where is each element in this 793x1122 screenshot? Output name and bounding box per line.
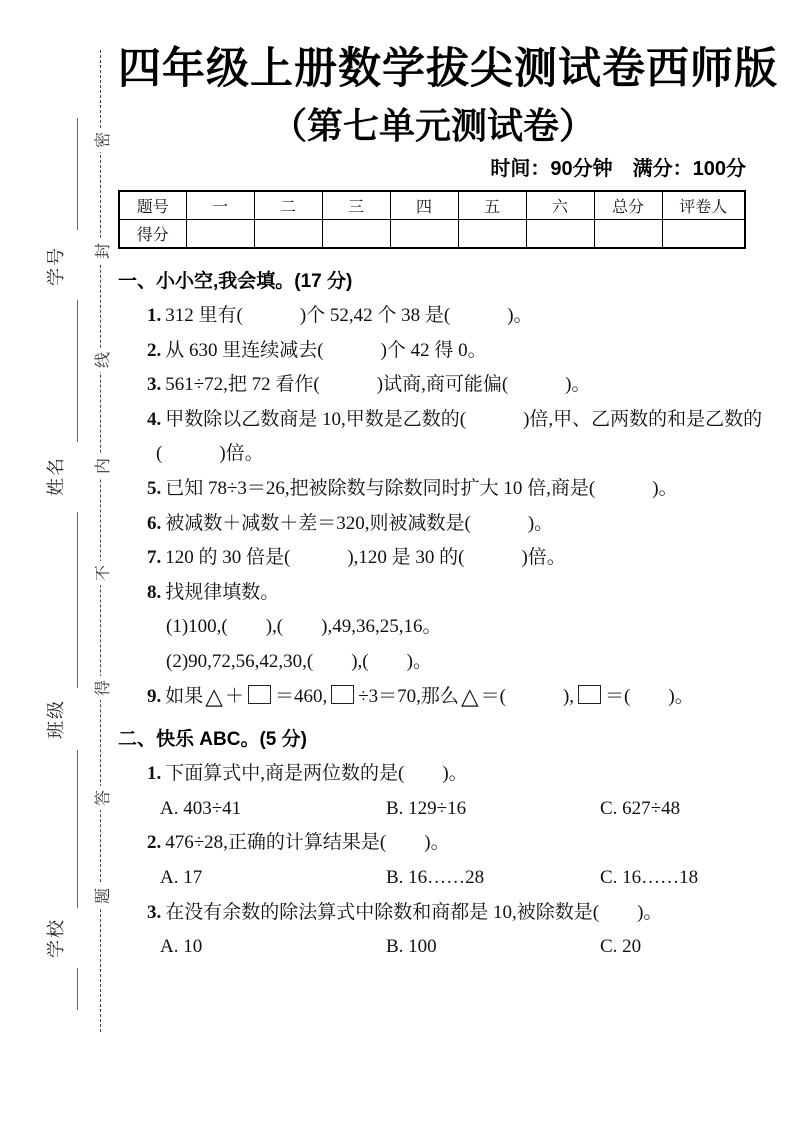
score-table-cell: 二: [254, 191, 322, 220]
triangle-symbol: △: [460, 683, 479, 709]
score-table: [118, 190, 746, 249]
question-text: ( )倍。: [156, 443, 264, 465]
question-text: 甲数除以乙数商是 10,甲数是乙数的( )倍,甲、乙两数的和是乙数的: [165, 408, 763, 430]
seal-strip: [0, 0, 118, 1122]
question-text: 312 里有( )个 52,42 个 38 是( )。: [165, 305, 533, 326]
score-table-score-row: [119, 220, 745, 249]
option-item: C. 20: [600, 936, 642, 958]
score-blank-cell: [594, 220, 662, 249]
field-line: [77, 512, 78, 688]
field-label: 班级: [46, 699, 66, 739]
square-symbol: [578, 685, 601, 704]
question-number: 2.: [147, 832, 162, 854]
question-line: [118, 680, 748, 715]
question-number: 6.: [147, 512, 162, 534]
score-table-cell: 三: [322, 191, 390, 220]
field-label: 学校: [46, 918, 66, 958]
question-text: 被减数＋减数＋差＝320,则被减数是( )。: [165, 512, 554, 534]
question-number: 8.: [147, 581, 162, 603]
seal-char: 内: [89, 454, 113, 478]
score-table-cell: 总分: [594, 191, 662, 220]
question-subline: [118, 610, 748, 645]
field-line: [77, 118, 78, 230]
score-table-cell: 五: [458, 191, 526, 220]
question-number: 9.: [147, 685, 162, 707]
question-text: (1)100,( ),( ),49,36,25,16。: [166, 616, 442, 638]
question-number: 3.: [147, 901, 162, 923]
score-table-cell: 一: [186, 191, 254, 220]
section-heading: 二、快乐 ABC。(5 分): [118, 729, 307, 751]
question-number: 5.: [147, 477, 162, 499]
text-fragment: ＝( ),: [480, 685, 575, 707]
seal-char: 线: [89, 348, 113, 372]
option-item: B. 16……28: [386, 866, 485, 888]
question-text: 已知 78÷3＝26,把被除数与除数同时扩大 10 倍,商是( )。: [165, 477, 678, 499]
main-content: [118, 38, 778, 965]
text-fragment: ＋: [224, 685, 244, 707]
question-number: 7.: [147, 547, 162, 569]
score-blank-cell: [254, 220, 322, 249]
page-subtitle: （第七单元测试卷）: [270, 105, 595, 146]
field-line: [77, 300, 78, 442]
options-row: [118, 792, 748, 827]
score-blank-cell: [186, 220, 254, 249]
score-table-cell: 题号: [119, 191, 186, 220]
seal-char: 题: [89, 884, 113, 908]
option-item: C. 627÷48: [600, 797, 681, 819]
option-item: A. 403÷41: [160, 797, 242, 819]
question-line: [118, 472, 748, 507]
option-item: C. 16……18: [600, 866, 699, 888]
question-subline: [118, 645, 748, 680]
question-text: 下面算式中,商是两位数的是( )。: [165, 763, 468, 785]
question-line: [118, 299, 748, 334]
section-heading: 一、小小空,我会填。(17 分): [118, 271, 353, 292]
score-table-header-row: [119, 191, 745, 220]
seal-char: 答: [89, 786, 113, 810]
score-blank-cell: [390, 220, 458, 249]
score-blank-cell: [322, 220, 390, 249]
option-item: B. 129÷16: [386, 797, 467, 819]
options-row: [118, 930, 748, 965]
text-fragment: 如果: [165, 685, 204, 707]
seal-char: 密: [89, 128, 113, 152]
field-line: [77, 750, 78, 908]
question-line: [118, 334, 748, 369]
score-blank-cell: [662, 220, 745, 249]
question-text: 从 630 里连续减去( )个 42 得 0。: [165, 339, 487, 361]
question-line: [118, 826, 748, 861]
question-text: 120 的 30 倍是( ),120 是 30 的( )倍。: [165, 547, 566, 569]
question-subline: [118, 437, 748, 472]
exam-info: 时间：90分钟 满分：100分: [490, 158, 746, 180]
option-item: B. 100: [386, 936, 437, 958]
page-title: 四年级上册数学拔尖测试卷西师版: [118, 45, 778, 93]
triangle-symbol: △: [205, 683, 223, 709]
field-label: 学号: [46, 246, 66, 286]
question-line: [118, 368, 748, 403]
text-fragment: ＝460,: [274, 685, 328, 707]
score-blank-cell: [526, 220, 594, 249]
question-line: [118, 507, 748, 542]
question-number: 1.: [147, 763, 162, 785]
field-line: [77, 968, 78, 1010]
question-text: 在没有余数的除法算式中除数和商都是 10,被除数是( )。: [165, 901, 663, 923]
field-label: 姓名: [46, 456, 66, 496]
question-line: [118, 896, 748, 931]
options-row: [118, 861, 748, 896]
question-number: 3.: [147, 374, 162, 396]
question-text: (2)90,72,56,42,30,( ),( )。: [166, 650, 432, 672]
question-number: 4.: [147, 408, 162, 430]
question-text: 找规律填数。: [165, 581, 280, 603]
square-symbol: [248, 685, 271, 704]
text-fragment: ＝( )。: [605, 685, 694, 707]
score-table-cell: 六: [526, 191, 594, 220]
square-symbol: [331, 685, 354, 704]
option-item: A. 17: [160, 866, 203, 888]
question-line: [118, 541, 748, 576]
score-table-cell: 得分: [119, 220, 186, 249]
score-table-cell: 四: [390, 191, 458, 220]
option-item: A. 10: [160, 936, 203, 958]
question-text: 476÷28,正确的计算结果是( )。: [165, 832, 450, 854]
seal-char: 封: [89, 239, 113, 263]
question-line: [118, 757, 748, 792]
seal-char: 得: [89, 676, 113, 700]
score-table-cell: 评卷人: [662, 191, 745, 220]
question-number: 2.: [147, 339, 162, 361]
question-number: 1.: [147, 305, 162, 326]
question-area: [118, 264, 763, 965]
question-line: [118, 403, 763, 438]
seal-char: 不: [89, 561, 113, 585]
text-fragment: ÷3＝70,那么: [358, 685, 459, 707]
question-text: 561÷72,把 72 看作( )试商,商可能偏( )。: [165, 374, 591, 396]
score-blank-cell: [458, 220, 526, 249]
question-line: [118, 576, 748, 611]
